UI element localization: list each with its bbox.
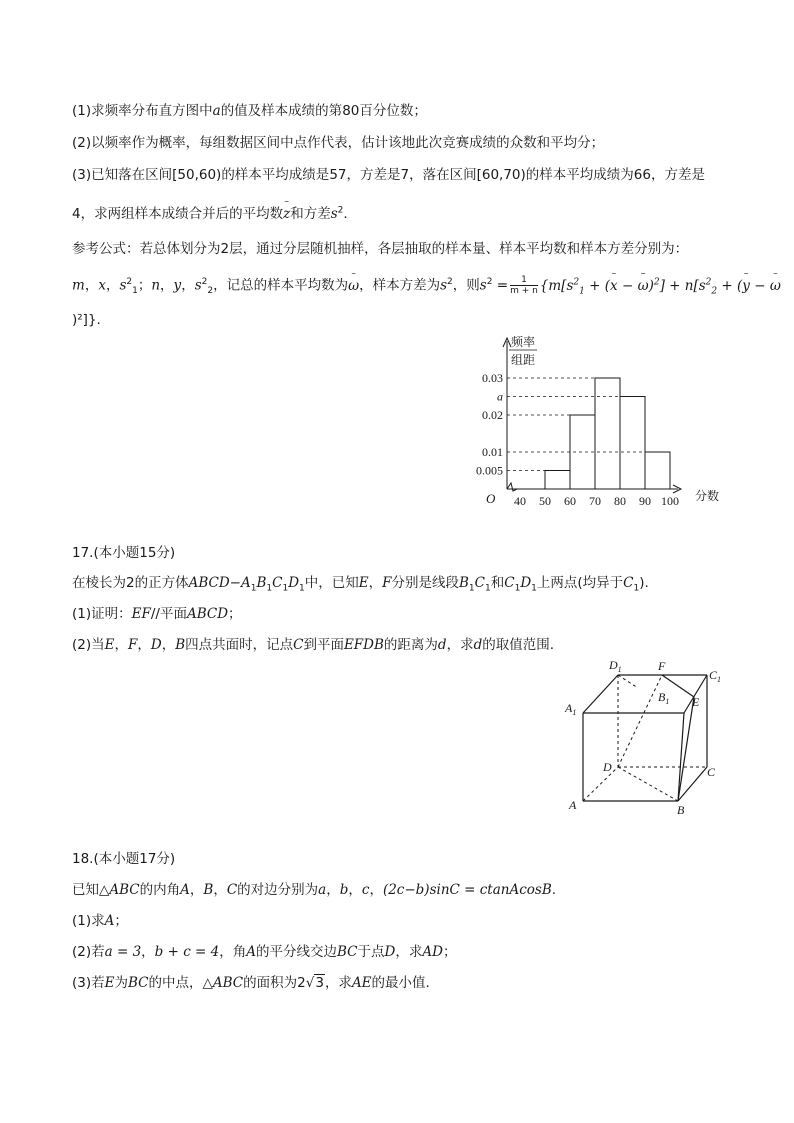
q16-part3-cont: 4，求两组样本成绩合并后的平均数– z和方差$s^2$.: [72, 205, 348, 223]
y-axis-label-top: 频率: [511, 335, 536, 349]
edge-A1D1: [583, 675, 618, 713]
x-tick-90: 90: [639, 494, 651, 508]
label-D1: $D_1$: [609, 658, 622, 674]
label-D: D: [603, 760, 612, 774]
label-A1: $A_1$: [565, 701, 577, 717]
edge-DB: [618, 767, 678, 801]
q16-part2: (2)以频率作为概率，每组数据区间中点作代表，估计该地此次竞赛成绩的众数和平均分；: [72, 135, 605, 151]
histogram-chart: [445, 333, 745, 513]
y-tick-0.01: 0.01: [482, 445, 503, 459]
label-C1: $C_1$: [709, 668, 722, 684]
edge-DF: [618, 675, 662, 767]
label-A: A: [569, 798, 577, 812]
edge-D1B1: [618, 675, 638, 688]
edge-FE: [662, 675, 694, 697]
label-C: C: [707, 765, 716, 779]
x-axis-label: 分数: [695, 489, 720, 503]
bar-80-90: [620, 397, 645, 490]
q17-heading: 17.(本小题15分): [72, 545, 176, 561]
axis-break: [507, 483, 517, 491]
q17-stem: 在棱长为2的正方体$ABCD-A_1B_1C_1D_1$中，已知E，F分别是线段$B_1C_1$和$C_1D_1$上两点(均异于$C_1$).: [72, 575, 649, 594]
y-tick-0.005: 0.005: [476, 463, 503, 478]
origin-label: O: [486, 491, 496, 506]
q17-part2: (2)当E，F，D，B四点共面时，记点C到平面EFDB的距离为d，求d的取值范围.: [72, 637, 555, 653]
q18-stem: 已知△ABC的内角A，B，C的对边分别为a，b，c，(2c−b)sinC = ctanAcosB.: [72, 882, 557, 898]
bar-70-80: [595, 378, 620, 489]
q16-formula-intro: 参考公式：若总体划分为2层，通过分层随机抽样，各层抽取的样本量、样本平均数和样本方差分别为：: [72, 241, 689, 257]
q16-part3: (3)已知落在区间[50,60)的样本平均成绩是57，方差是7，落在区间[60,70)的样本平均成绩为66，方差是: [72, 167, 705, 183]
q17-part1: (1)证明：EF//平面ABCD；: [72, 606, 242, 622]
bar-50-60: [545, 471, 570, 490]
y-axis-label-bottom: 组距: [511, 353, 536, 367]
q18-heading: 18.(本小题17分): [72, 851, 176, 867]
q18-part3: (3)若E为BC的中点，△ABC的面积为2√3，求AE的最小值.: [72, 975, 430, 991]
q18-part2: (2)若a = 3，b + c = 4，角A的平分线交边BC于点D，求AD；: [72, 944, 457, 960]
x-tick-100: 100: [661, 494, 679, 508]
y-tick-0.02: 0.02: [482, 408, 503, 422]
x-tick-70: 70: [589, 494, 601, 508]
edge-BB1: [678, 713, 684, 801]
x-tick-60: 60: [564, 494, 576, 508]
bar-90-100: [645, 452, 670, 489]
q16-formula: m，x，$s^2_1$；n，y，$s^2_2$，记总的样本平均数为– ω，样本方差为$s^2$，则$s^2$ = $\frac{1}{m + n}$ {$m[s^2_1$ + (– x − – $\omega)^2] + n[s^2_2$ + (– y − – ω: [72, 275, 781, 296]
x-tick-40: 40: [514, 494, 526, 508]
q16-formula-end: )²]}.: [72, 312, 101, 328]
y-tick-0.03: 0.03: [482, 371, 503, 385]
cube-figure: [560, 655, 730, 820]
q18-part1: (1)求A；: [72, 913, 128, 929]
x-tick-80: 80: [614, 494, 626, 508]
label-B: B: [677, 803, 685, 817]
x-tick-50: 50: [539, 494, 551, 508]
q16-part1: (1)求频率分布直方图中a的值及样本成绩的第80百分位数；: [72, 103, 427, 119]
edge-AD: [583, 767, 618, 801]
label-B1: $B_1$: [658, 690, 670, 706]
label-E: E: [692, 695, 700, 709]
y-tick-a: a: [497, 389, 503, 404]
label-F: F: [658, 659, 666, 673]
